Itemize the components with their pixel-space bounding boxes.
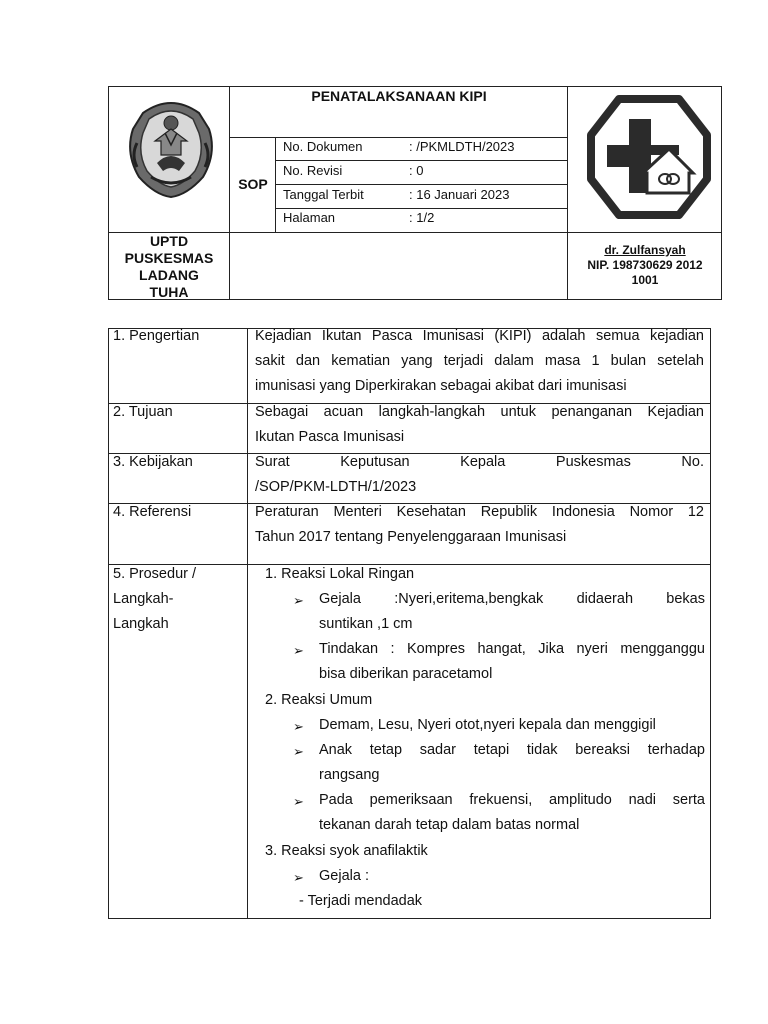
text-line: Tahun 2017 tentang Penyelenggaraan Imunisasi (255, 529, 567, 545)
regency-emblem-icon (121, 93, 221, 199)
section-label-tujuan: 2. Tujuan (113, 404, 173, 420)
arrow-bullet-icon: ➢ (293, 593, 304, 608)
unit-line: UPTD (149, 233, 189, 249)
step-1-symptom (319, 587, 705, 637)
meta-value-page: : 1/2 (409, 210, 435, 225)
label-line: Langkah- (113, 591, 174, 607)
text-line: Gejala : (319, 868, 369, 884)
divider (229, 137, 567, 138)
unit-line: PUSKESMAS (124, 250, 214, 266)
divider (275, 184, 567, 185)
arrow-bullet-icon: ➢ (293, 794, 304, 809)
signature-block (567, 243, 723, 288)
divider (229, 87, 230, 299)
step-3-item-1 (319, 864, 705, 889)
text-line: Kejadian Ikutan Pasca Imunisasi (KIPI) adalah semua kejadian (255, 328, 704, 344)
text-line: Peraturan Menteri Kesehatan Republik Indonesia Nomor 12 (255, 504, 704, 520)
label-line: 5. Prosedur / (113, 566, 197, 582)
section-label-pengertian: 1. Pengertian (113, 328, 200, 344)
document-title: PENATALAKSANAAN KIPI (311, 88, 487, 104)
text-line: Gejala :Nyeri,eritema,bengkak didaerah bekas (319, 591, 705, 607)
sop-header-table (108, 86, 722, 300)
text-line: /SOP/PKM-LDTH/1/2023 (255, 479, 417, 495)
kebijakan-text (255, 450, 704, 500)
text-line: Pada pemeriksaan frekuensi, amplitudo nadi serta (319, 792, 705, 808)
text-line: Ikutan Pasca Imunisasi (255, 429, 405, 445)
section-label-referensi: 4. Referensi (113, 504, 192, 520)
text-line: Sebagai acuan langkah-langkah untuk penanganan Kejadian (255, 404, 704, 420)
section-label-prosedur (113, 562, 245, 637)
text-line: rangsang (319, 767, 380, 783)
arrow-bullet-icon: ➢ (293, 719, 304, 734)
meta-value-document-number: : /PKMLDTH/2023 (409, 139, 515, 154)
text-line: sakit dan kematian yang terjadi dalam masa 1 bulan setelah (255, 353, 704, 369)
meta-value-revision: : 0 (409, 163, 424, 178)
signer-nip: NIP. 198730629 2012 (587, 258, 703, 272)
puskesmas-logo-icon (585, 93, 713, 221)
signer-name: dr. Zulfansyah (604, 243, 686, 257)
text-line: imunisasi yang Diperkirakan sebagai akibat dari imunisasi (255, 378, 627, 394)
procedure-step-1: 1. Reaksi Lokal Ringan (265, 566, 415, 582)
signer-nip-continued: 1001 (631, 273, 659, 287)
step-2-item-3 (319, 788, 705, 838)
step-1-action (319, 637, 705, 687)
meta-label-page: Halaman (283, 210, 336, 225)
tujuan-text (255, 400, 704, 450)
section-label-kebijakan: 3. Kebijakan (113, 454, 193, 470)
unit-line: LADANG (139, 267, 199, 283)
text-line: Demam, Lesu, Nyeri otot,nyeri kepala dan menggigil (319, 717, 656, 733)
meta-label-document-number: No. Dokumen (283, 139, 363, 154)
arrow-bullet-icon: ➢ (293, 643, 304, 658)
arrow-bullet-icon: ➢ (293, 744, 304, 759)
label-line: Langkah (113, 616, 169, 632)
meta-label-revision: No. Revisi (283, 163, 343, 178)
step-2-item-2 (319, 738, 705, 788)
sop-label: SOP (238, 176, 268, 192)
procedure-step-2: 2. Reaksi Umum (265, 692, 373, 708)
text-line: tekanan darah tetap dalam batas normal (319, 817, 580, 833)
divider (275, 160, 567, 161)
column-divider (247, 329, 248, 918)
text-line: Tindakan : Kompres hangat, Jika nyeri mengganggu (319, 641, 705, 657)
text-line: bisa diberikan paracetamol (319, 666, 493, 682)
divider (275, 208, 567, 209)
unit-name (109, 233, 229, 301)
step-3-dash-item: - Terjadi mendadak (299, 893, 423, 909)
pengertian-text (255, 324, 704, 399)
text-line: suntikan ,1 cm (319, 616, 413, 632)
procedure-step-3: 3. Reaksi syok anafilaktik (265, 843, 428, 859)
step-2-item-1 (319, 713, 705, 738)
arrow-bullet-icon: ➢ (293, 870, 304, 885)
meta-label-issue-date: Tanggal Terbit (283, 187, 364, 202)
meta-value-issue-date: : 16 Januari 2023 (409, 187, 510, 202)
text-line: Surat Keputusan Kepala Puskesmas No. (255, 454, 704, 470)
sop-content-table (108, 328, 711, 919)
text-line: Anak tetap sadar tetapi tidak bereaksi terhadap (319, 742, 705, 758)
referensi-text (255, 500, 704, 550)
unit-line: TUHA (149, 284, 189, 300)
